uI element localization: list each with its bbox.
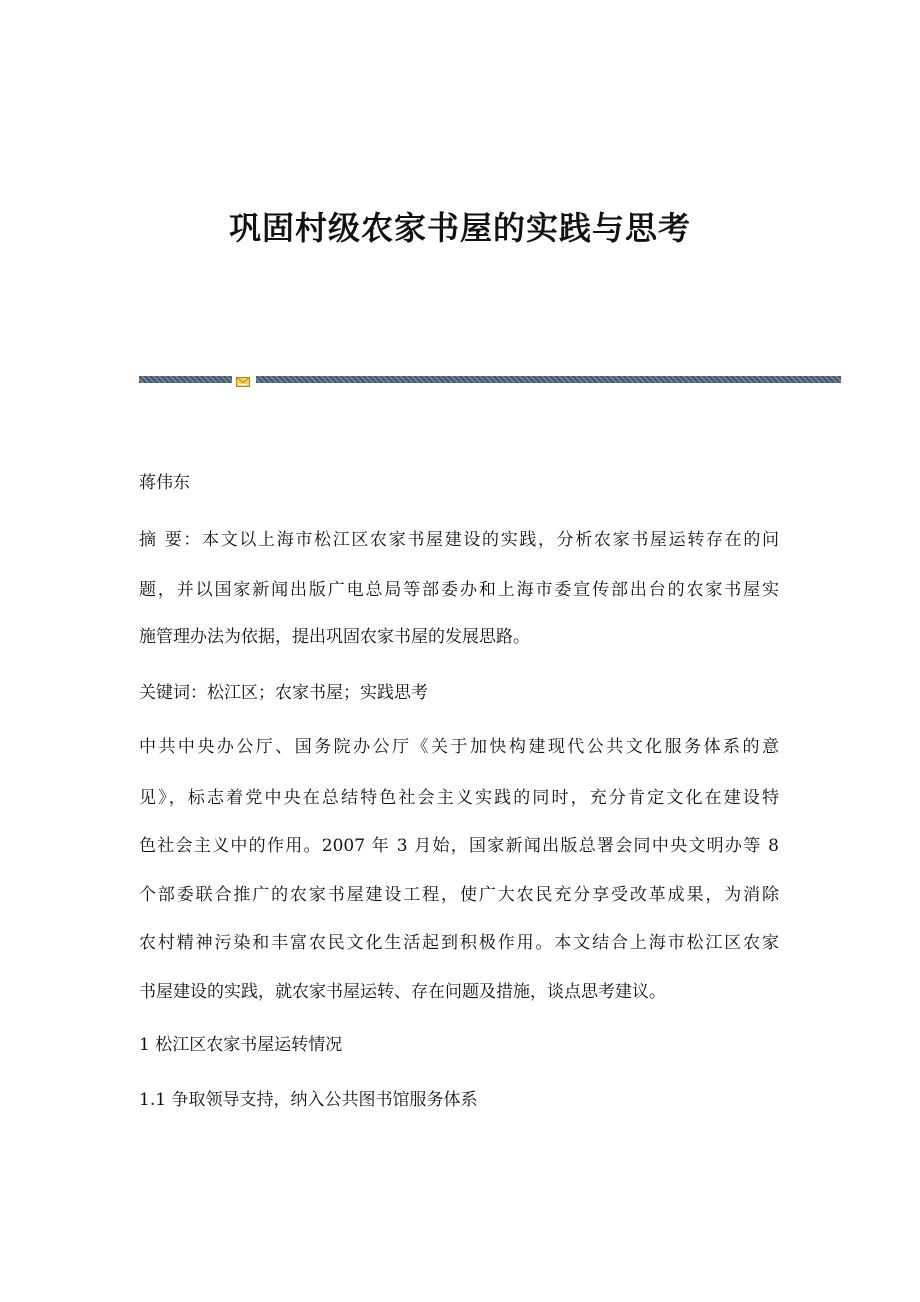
body-line [139,836,779,856]
body-line [139,788,779,808]
abstract-line [139,530,779,550]
abstract-line-2: 题，并以国家新闻出版广电总局等部委办和上海市委宣传部出台的农家书屋实 [139,580,779,600]
body-line-6: 书屋建设的实践，就农家书屋运转、存在问题及措施，谈点思考建议。 [139,982,666,1002]
section-heading-1: 1 松江区农家书屋运转情况 [139,1035,343,1055]
body-line-2: 见》，标志着党中央在总结特色社会主义实践的同时，充分肯定文化在建设特 [139,788,779,808]
section-heading-1-1: 1.1 争取领导支持，纳入公共图书馆服务体系 [139,1090,478,1110]
divider-bar-left [139,376,232,383]
body-line [139,933,779,953]
divider-bar-right [256,376,841,383]
body-line [139,885,779,905]
body-line-1: 中共中央办公厅、国务院办公厅《关于加快构建现代公共文化服务体系的意 [139,737,779,757]
author-name: 蒋伟东 [139,473,190,493]
abstract-line [139,580,779,600]
body-line-3: 色社会主义中的作用。2007 年 3 月始，国家新闻出版总署会同中央文明办等 8 [139,836,779,856]
keywords-line: 关键词：松江区；农家书屋；实践思考 [139,683,428,703]
abstract-line-1: 摘 要：本文以上海市松江区农家书屋建设的实践，分析农家书屋运转存在的问 [139,530,779,550]
title-divider [139,373,841,385]
envelope-ornament-icon [236,373,250,385]
body-line-5: 农村精神污染和丰富农民文化生活起到积极作用。本文结合上海市松江区农家 [139,933,779,953]
body-line [139,737,779,757]
body-line-4: 个部委联合推广的农家书屋建设工程，使广大农民充分享受改革成果，为消除 [139,885,779,905]
document-title: 巩固村级农家书屋的实践与思考 [228,209,691,247]
abstract-line-3: 施管理办法为依据，提出巩固农家书屋的发展思路。 [139,627,530,647]
